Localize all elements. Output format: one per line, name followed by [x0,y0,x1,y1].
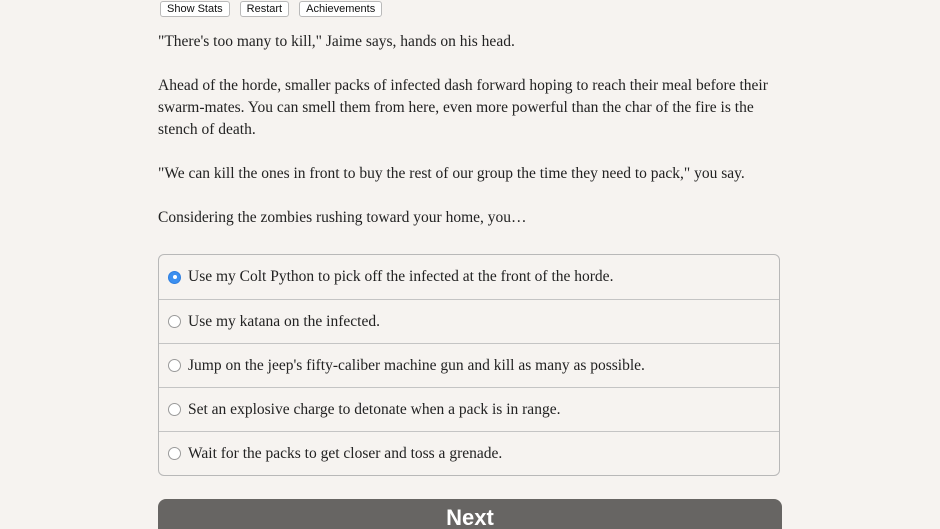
story-text [158,31,788,251]
next-button[interactable]: Next [158,499,782,529]
radio-button[interactable] [168,403,181,416]
choice-option-colt-python[interactable] [159,255,779,299]
achievements-button[interactable]: Achievements [299,1,382,17]
choice-label: Use my Colt Python to pick off the infected at the front of the horde. [188,268,614,285]
radio-button[interactable] [168,447,181,460]
story-paragraph: "There's too many to kill," Jaime says, hands on his head. [158,33,515,50]
choice-option-grenade[interactable] [159,431,779,475]
show-stats-button[interactable]: Show Stats [160,1,230,17]
choice-list [158,254,780,476]
choice-label: Set an explosive charge to detonate when a pack is in range. [188,400,561,418]
choice-label: Jump on the jeep's fifty-caliber machine gun and kill as many as possible. [188,356,645,374]
choice-option-machine-gun[interactable] [159,343,779,387]
radio-button[interactable] [168,359,181,372]
restart-button[interactable]: Restart [240,1,289,17]
story-paragraph: "We can kill the ones in front to buy the rest of our group the time they need to pack," you say. [158,165,745,182]
toolbar [160,0,382,17]
choice-option-katana[interactable] [159,299,779,343]
story-prompt: Considering the zombies rushing toward your home, you… [158,209,527,226]
story-paragraph: Ahead of the horde, smaller packs of infected dash forward hoping to reach their meal before their swarm-mates. You can smell them from here, even more powerful than the char of the fire is the stench of death. [158,77,768,138]
choice-label: Use my katana on the infected. [188,312,380,330]
radio-button[interactable] [168,271,181,284]
choice-label: Wait for the packs to get closer and toss a grenade. [188,444,503,462]
radio-button[interactable] [168,315,181,328]
choice-option-explosive-charge[interactable] [159,387,779,431]
